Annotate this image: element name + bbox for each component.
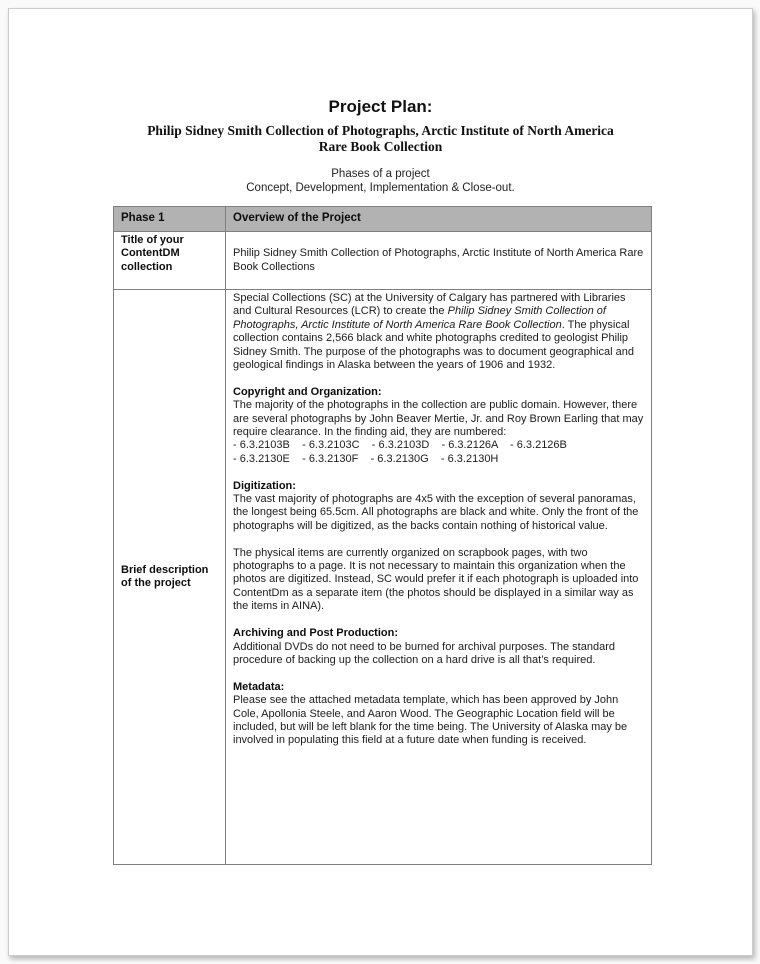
metadata-section (233, 681, 644, 748)
title-row-value: Philip Sidney Smith Collection of Photographs, Arctic Institute of North America Rare Book Collections (226, 232, 652, 290)
title-row-label: Title of your ContentDM collection (114, 232, 226, 290)
finding-aid-codes-line1: - 6.3.2103B - 6.3.2103C - 6.3.2103D - 6.3.2126A - 6.3.2126B (233, 439, 567, 452)
copyright-heading: Copyright and Organization: (233, 385, 382, 398)
organization-paragraph: The physical items are currently organized on scrapbook pages, with two photographs to a page. It is not necessary to maintain this organization when the photos are digitized. Instead, SC would prefer it if each photograph is uploaded into ContentDm as a separate item (the photos should be displayed in a similar way as the items in AINA). (233, 546, 639, 613)
project-plan-table (113, 206, 652, 865)
collection-title-italic: Philip Sidney Smith Collection of Photographs, Arctic Institute of North America Rare Book Collection (233, 305, 606, 331)
phases-block (9, 168, 752, 195)
table-row (114, 232, 652, 290)
metadata-body: Please see the attached metadata template, which has been approved by John Cole, Apollonia Steele, and Aaron Wood. The Geographic Location field will be included, but will be left blank for the time being. The University of Alaska may be involved in populating this field at a future date when funding is received. (233, 694, 628, 747)
metadata-heading: Metadata: (233, 680, 285, 693)
doc-subtitle-line1: Philip Sidney Smith Collection of Photographs, Arctic Institute of North America (147, 123, 614, 138)
description-row-content (226, 290, 652, 865)
phases-line1: Phases of a project (331, 168, 430, 180)
intro-text-after: . The physical collection contains 2,566 black and white photographs credited to geologist Philip Sidney Smith. The purpose of the photographs was to document geographical and geological findings in Alaska between the years of 1906 and 1932. (233, 318, 634, 372)
digitization-body: The vast majority of photographs are 4x5 with the exception of several panoramas, the longest being 65.5cm. All photographs are black and white. Only the front of the photographs will be digitized, as the backs contain nothing of historical value. (233, 493, 639, 532)
document-page (8, 8, 753, 956)
doc-subtitle-line2: Rare Book Collection (318, 139, 443, 154)
intro-paragraph (233, 292, 644, 372)
header-cell-overview: Overview of the Project (226, 207, 652, 232)
archiving-body: Additional DVDs do not need to be burned for archival purposes. The standard procedure of backing up the collection on a hard drive is all that’s required. (233, 640, 615, 666)
doc-title: Project Plan: (328, 97, 433, 116)
table-row (114, 290, 652, 865)
phases-line2: Concept, Development, Implementation & Close-out. (246, 181, 515, 194)
digitization-heading: Digitization: (233, 479, 296, 492)
table-header-row (114, 207, 652, 232)
doc-subtitle (9, 123, 752, 155)
header-cell-phase: Phase 1 (114, 207, 226, 232)
intro-text-before: Special Collections (SC) at the University of Calgary has partnered with Libraries and Cultural Resources (LCR) to create the (233, 292, 626, 318)
archiving-heading: Archiving and Post Production: (233, 627, 399, 640)
description-row-label: Brief description of the project (114, 290, 226, 865)
finding-aid-codes-line2: - 6.3.2130E - 6.3.2130F - 6.3.2130G - 6.3.2130H (233, 452, 499, 465)
digitization-section (233, 480, 644, 534)
archiving-section (233, 627, 644, 667)
copyright-body: The majority of the photographs in the collection are public domain. However, there are several photographs by John Beaver Mertie, Jr. and Roy Brown Earling that may require clearance. In the finding aid, they are numbered: (233, 399, 644, 439)
copyright-section (233, 386, 644, 466)
